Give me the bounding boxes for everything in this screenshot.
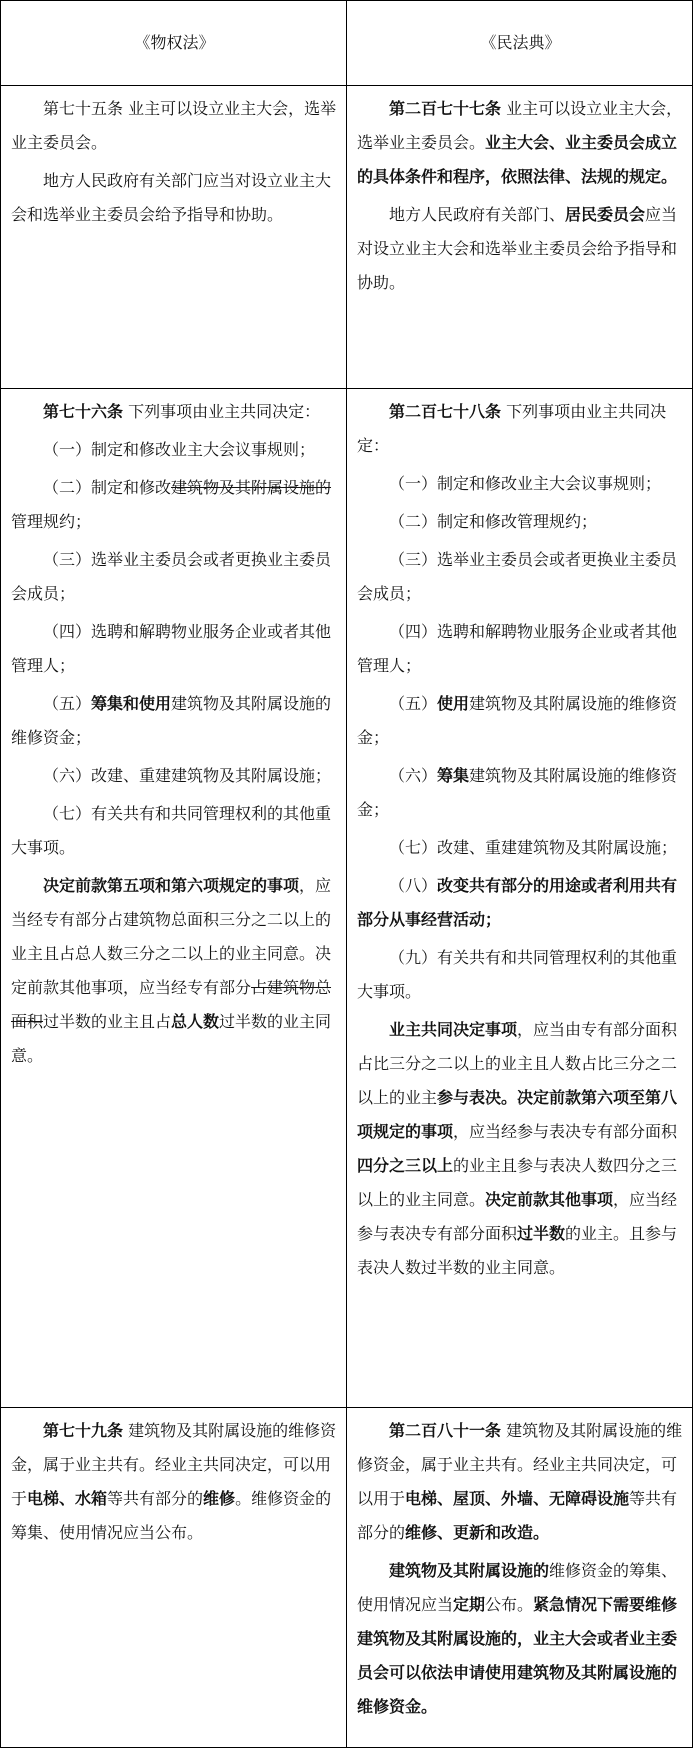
row2-right-cell <box>347 389 693 1408</box>
article-75-para-2: 地方人民政府有关部门应当对设立业主大会和选举业主委员会给予指导和协助。 <box>11 171 332 224</box>
row2-left-cell <box>1 389 347 1408</box>
row3-right-cell <box>347 1408 693 1748</box>
bold-text: 决定前款第五项和第六项规定的事项 <box>43 876 300 895</box>
article-277-para-1: 第二百七十七条 业主可以设立业主大会，选举业主委员会。业主大会、业主委员会成立的具体条件和程序，依照法律、法规的规定。 <box>357 99 683 186</box>
list-item: （五）使用建筑物及其附属设施的维修资金； <box>357 694 678 747</box>
header-right-title: 《民法典》 <box>480 33 561 52</box>
bold-text: 改变共有部分的用途或者利用共有部分从事经营活动； <box>357 876 678 929</box>
article-79-para: 第七十九条 建筑物及其附属设施的维修资金，属于业主共有。经业主共同决定，可以用于电梯、水箱等共有部分的维修。维修资金的筹集、使用情况应当公布。 <box>11 1421 337 1542</box>
bold-text: 筹集和使用 <box>91 694 172 713</box>
list-item: （四）选聘和解聘物业服务企业或者其他管理人； <box>11 622 332 675</box>
bold-text: 居民委员会 <box>565 205 646 224</box>
article-76-title: 第七十六条 <box>43 402 124 421</box>
list-item: （七）有关共有和共同管理权利的其他重大事项。 <box>11 804 332 857</box>
bold-text: 四分之三以上 <box>357 1156 454 1175</box>
bold-text: 总人数 <box>171 1012 220 1031</box>
bold-text: 业主共同决定事项 <box>389 1020 518 1039</box>
bold-text: 紧急情况下需要维修建筑物及其附属设施的，业主大会或者业主委员会可以依法申请使用建筑物及其附属设施的维修资金。 <box>357 1595 678 1716</box>
article-76-title-para: 第七十六条 下列事项由业主共同决定： <box>43 402 321 421</box>
table-row <box>1 86 693 389</box>
list-item: （二）制定和修改管理规约； <box>389 512 598 531</box>
header-right-cell <box>347 1 693 86</box>
list-item: （一）制定和修改业主大会议事规则； <box>43 440 316 459</box>
list-item: （八）改变共有部分的用途或者利用共有部分从事经营活动； <box>357 876 678 929</box>
article-277-title: 第二百七十七条 <box>389 99 502 118</box>
article-281-title: 第二百八十一条 <box>389 1421 502 1440</box>
table-row <box>1 1408 693 1748</box>
article-79-title: 第七十九条 <box>43 1421 124 1440</box>
bold-text: 维修、更新和改造。 <box>405 1523 550 1542</box>
list-item: （六）改建、重建建筑物及其附属设施； <box>43 766 332 785</box>
bold-text: 维修 <box>203 1489 236 1508</box>
struck-text: 占建筑物总面积 <box>11 978 332 1031</box>
bold-text: 业主大会、业主委员会成立的具体条件和程序，依照法律、法规的规定。 <box>357 133 678 186</box>
list-item: （四）选聘和解聘物业服务企业或者其他管理人； <box>357 622 678 675</box>
table-row <box>1 389 693 1408</box>
bold-text: 建筑物及其附属设施的 <box>389 1561 550 1580</box>
bold-text: 过半数 <box>517 1224 566 1243</box>
list-item: （三）选举业主委员会或者更换业主委员会成员； <box>357 550 678 603</box>
bold-text: 决定前款其他事项 <box>485 1190 614 1209</box>
row1-right-cell <box>347 86 693 389</box>
row1-left-cell <box>1 86 347 389</box>
bold-text: 参与表决。决定前款第六项至第八项规定的事项 <box>357 1088 678 1141</box>
article-278-title-para: 第二百七十八条 下列事项由业主共同决定： <box>357 402 667 455</box>
article-278-closing-para: 业主共同决定事项，应当由专有部分面积占比三分之二以上的业主且人数占比三分之二以上的业主参与表决。决定前款第六项至第八项规定的事项，应当经参与表决专有部分面积四分之三以上的业主且参与表决人数四分之三以上的业主同意。决定前款其他事项，应当经参与表决专有部分面积过半数的业主。且参与表决人数过半数的业主同意。 <box>357 1020 678 1277</box>
list-item: （二）制定和修改建筑物及其附属设施的管理规约； <box>11 478 332 531</box>
header-left-cell <box>1 1 347 86</box>
article-281-para-1: 第二百八十一条 建筑物及其附属设施的维修资金，属于业主共有。经业主共同决定，可以用于电梯、屋顶、外墙、无障碍设施等共有部分的维修、更新和改造。 <box>357 1421 683 1542</box>
article-281-para-2: 建筑物及其附属设施的维修资金的筹集、使用情况应当定期公布。紧急情况下需要维修建筑物及其附属设施的，业主大会或者业主委员会可以依法申请使用建筑物及其附属设施的维修资金。 <box>357 1561 678 1716</box>
bold-text: 电梯、水箱 <box>27 1489 108 1508</box>
row3-left-cell <box>1 1408 347 1748</box>
article-277-para-2: 地方人民政府有关部门、居民委员会应当对设立业主大会和选举业主委员会给予指导和协助。 <box>357 205 678 292</box>
list-item: （六）筹集建筑物及其附属设施的维修资金； <box>357 766 678 819</box>
bold-text: 定期 <box>453 1595 486 1614</box>
list-item: （一）制定和修改业主大会议事规则； <box>389 474 662 493</box>
list-item: （五）筹集和使用建筑物及其附属设施的维修资金； <box>11 694 332 747</box>
list-item: （三）选举业主委员会或者更换业主委员会成员； <box>11 550 332 603</box>
list-item: （七）改建、重建建筑物及其附属设施； <box>389 838 678 857</box>
article-76-closing-para: 决定前款第五项和第六项规定的事项，应当经专有部分占建筑物总面积三分之二以上的业主且占总人数三分之二以上的业主同意。决定前款其他事项，应当经专有部分占建筑物总面积过半数的业主且占总人数过半数的业主同意。 <box>11 876 332 1065</box>
article-75-para-1: 第七十五条 业主可以设立业主大会，选举业主委员会。 <box>11 99 337 152</box>
bold-text: 使用 <box>437 694 470 713</box>
list-item: （九）有关共有和共同管理权利的其他重大事项。 <box>357 948 678 1001</box>
article-278-title: 第二百七十八条 <box>389 402 502 421</box>
article-75-title: 第七十五条 <box>43 99 124 118</box>
bold-text: 筹集 <box>437 766 470 785</box>
bold-text: 电梯、屋顶、外墙、无障碍设施 <box>405 1489 630 1508</box>
struck-text: 建筑物及其附属设施的 <box>171 478 332 497</box>
table-header-row <box>1 1 693 86</box>
header-left-title: 《物权法》 <box>134 33 215 52</box>
